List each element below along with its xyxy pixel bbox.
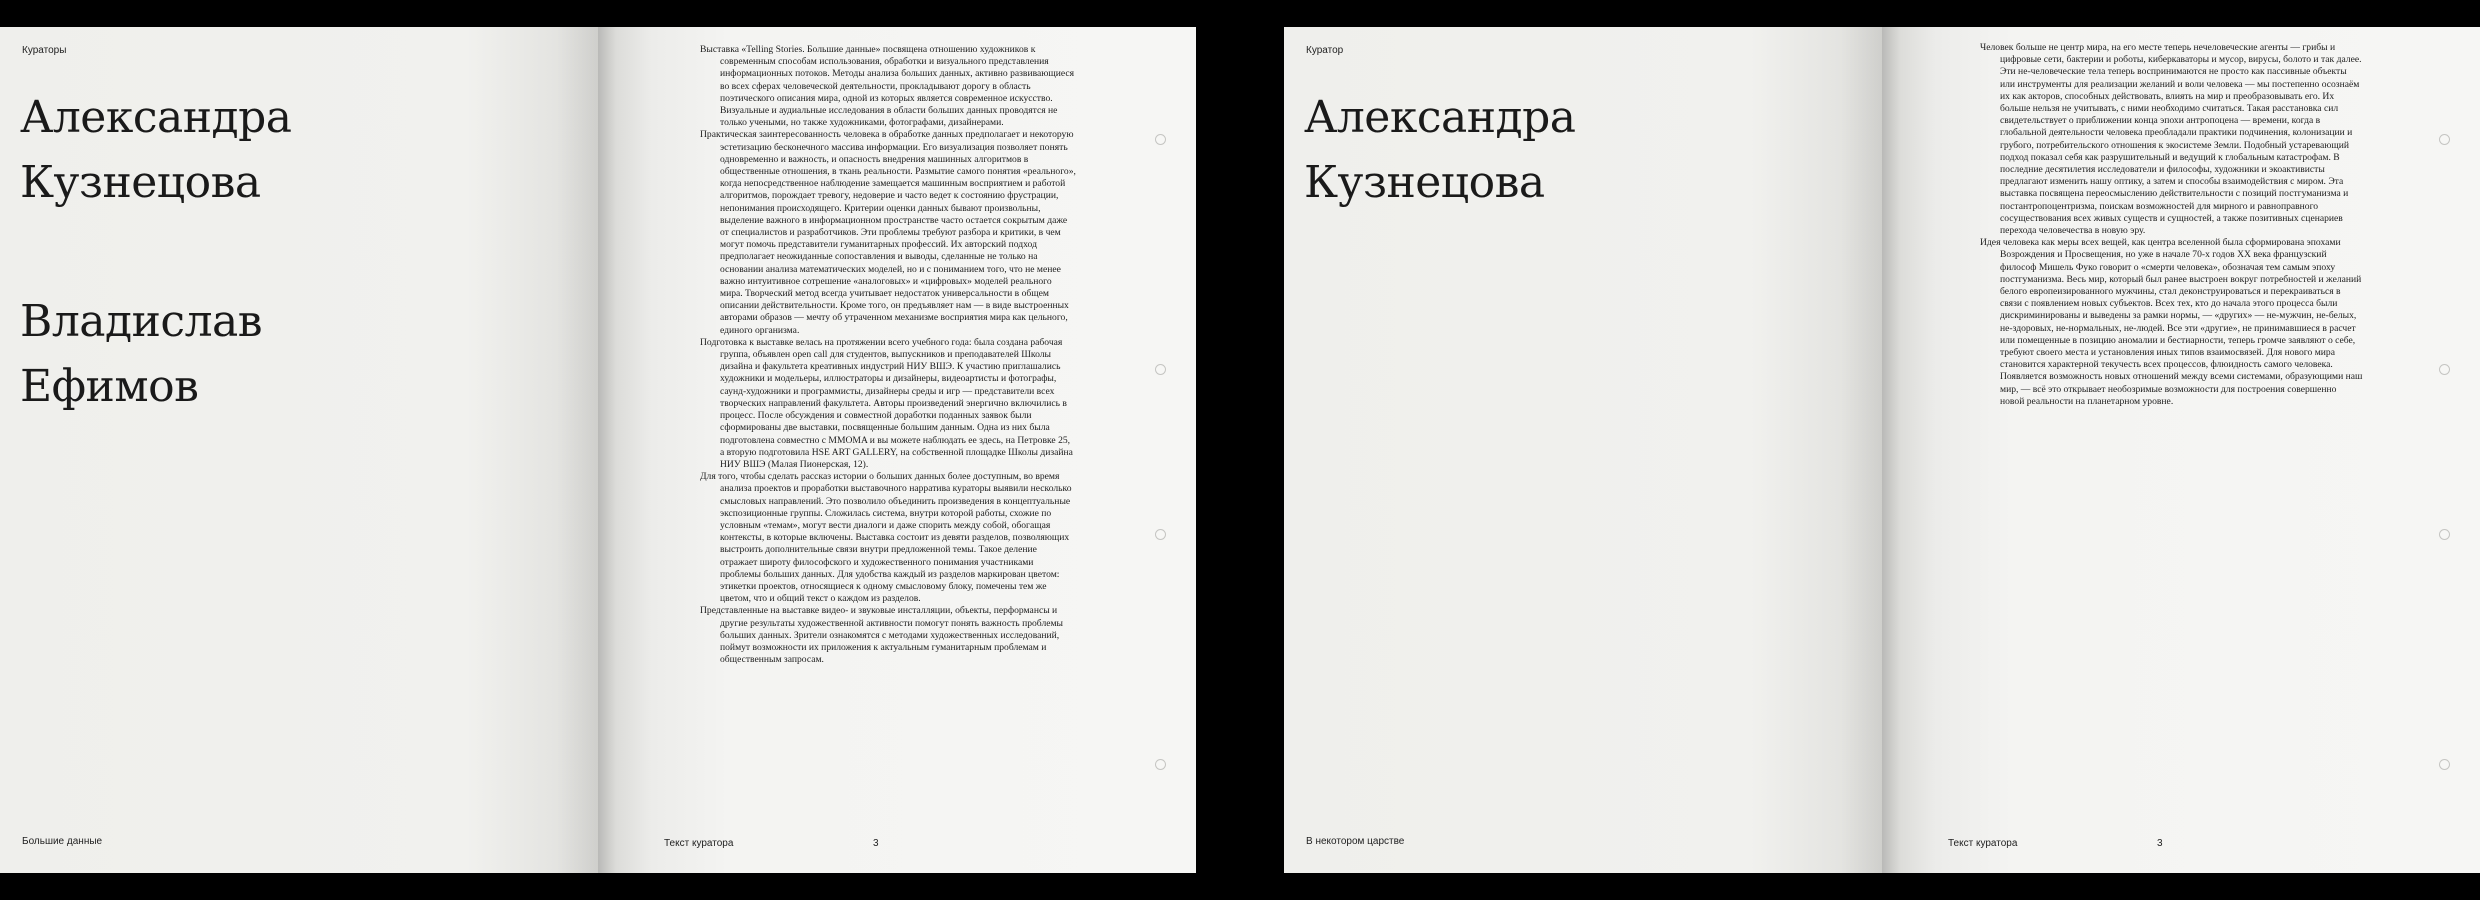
page-footer-section: Текст куратора <box>664 838 734 849</box>
page-footer-section: Текст куратора <box>1948 838 2018 849</box>
right-page <box>598 27 1196 873</box>
text-paragraph: Практическая заинтересованность человека в обработке данных предполагает и некоторую эстетизацию бесконечного массива информации. Его визуализация позволяет понять одновременно и важность, и опасность внедрения машинных алгоритмов в общественные отношения, в ткань реальности. Размытие самого понятия «реального», когда непосредственное наблюдение замещается машинным восприятием и работой алгоритмов, порождает тревогу, недоверие и часто ведет к состоянию фрустрации, непонимания происходящего. Критерии оценки данных бывают произвольны, выделение важного в информационном пространстве часто остается сокрытым даже от специалистов и разработчиков. Эти проблемы требуют разбора и критики, в чем могут помочь представители гуманитарных профессий. Их авторский подход предполагает неожиданные сопоставления и выводы, сделанные не только на основании анализа математических моделей, но и с пониманием того, что не менее важно интуитивное сотрешение «аналоговых» и «цифровых» моделей реального мира. Творческий метод всегда учитывает недостаток универсальности в общем описании действительности. Кроме того, он предъявляет нам — в виде выстроенных авторами образов — мечту об утраченном механизме восприятия мира как цельного, единого организма. <box>700 129 1076 336</box>
curator-first-name: Александра <box>1304 92 1576 143</box>
text-paragraph: Идея человека как меры всех вещей, как центра вселенной была сформирована эпохами Возрождения и Просвещения, но уже в начале 70-х годов XX века французский философ Мишель Фуко говорит о «смерти человека», обозначая тем самым эпоху постгуманизма. Весь мир, который был ранее выстроен вокруг потребностей и желаний белого европеизированного мужчины, стал деконструироваться и перекраиваться в связи с появлением новых субъектов. Всех тех, кто до начала этого процесса были дискриминированы и выведены за рамки нормы, — «других» — не-мужчин, не-белых, не-здоровых, не-нормальных, не-людей. Все эти «другие», не принимавшиеся в расчет или помещенные в позицию аномалии и бестиарности, теперь громче заявляют о себе, требуют своего места и установления иных типов взаимосвязей. Для нового мира становится характерной текучесть всех процессов, флюидность самого человека. Появляется возможность новых отношений между всеми системами, образующими наш мир, — всё это открывает необозримые возможности для построения совершенно новой реальности на планетарном уровне. <box>1980 237 2363 407</box>
curator-text <box>700 44 1076 666</box>
page-footer-title: Большие данные <box>22 836 103 847</box>
text-paragraph: Выставка «Telling Stories. Большие данные» посвящена отношению художников к современным способам использования, обработки и визуального представления информационных потоков. Методы анализа больших данных, активно развивающиеся во всех сферах человеческой деятельности, прокладывают дорогу в область поэтического описания мира, одной из которых является современное искусство. Визуальные и аудиальные исследования в области больших данных проводятся не только учеными, но также художниками, фотографами, дизайнерами. <box>700 44 1075 129</box>
binder-hole-icon <box>2439 134 2450 145</box>
curator-last-name: Ефимов <box>20 361 199 412</box>
curator-name <box>20 289 262 419</box>
text-paragraph: Представленные на выставке видео- и звуковые инсталляции, объекты, перформансы и другие результаты художественной активности помогут понять важность проблемы больших данных. Зрители ознакомятся с методами художественных исследований, поймут возможности их приложения к актуальным гуманитарным проблемам и общественным запросам. <box>700 605 1064 666</box>
right-page <box>1882 27 2480 873</box>
left-page <box>0 27 598 873</box>
binder-hole-icon <box>1155 529 1166 540</box>
binder-hole-icon <box>2439 529 2450 540</box>
binder-hole-icon <box>1155 364 1166 375</box>
page-footer-title: В некотором царстве <box>1306 836 1405 847</box>
book-spread <box>0 27 1196 873</box>
text-paragraph: Человек больше не центр мира, на его месте теперь нечеловеческие агенты — грибы и цифровые сети, бактерии и роботы, киберкаваторы и мусор, вирусы, болото и так далее. Эти не-человеческие тела теперь воспринимаются не просто как пассивные объекты или инструменты для реализации желаний и воли человека — мы постепенно осознаём их как акторов, способных действовать, влиять на мир и преобразовывать его. Их больше нельзя не учитывать, с ними необходимо считаться. Такая расстановка сил свидетельствует о приближении конца эпохи антропоцена — времени, когда в глобальной деятельности человека преобладали практики подчинения, колонизации и грубого, потребительского отношения к экосистеме Земли. Подобный устаревающий подход показал себя как разрушительный и ведущий к глобальным катастрофам. В последние десятилетия исследователи и философы, художники и экоактивисты предлагают изменить нашу оптику, а затем и способы взаимодействия с миром. Эта выставка посвящена переосмыслению действительности с позиций постгуманизма и постантропоцентризма, поискам возможностей для мирного и равноправного сосуществования всех живых существ и сущностей, а также позитивных сценариев перехода человечества в новую эру. <box>1980 42 2362 237</box>
binder-hole-icon <box>2439 364 2450 375</box>
curator-first-name: Владислав <box>20 296 263 347</box>
binder-hole-icon <box>1155 759 1166 770</box>
page-number: 3 <box>873 838 879 849</box>
curator-last-name: Кузнецова <box>1304 157 1545 208</box>
curator-first-name: Александра <box>20 92 292 143</box>
left-page <box>1284 27 1882 873</box>
page-number: 3 <box>2157 838 2163 849</box>
binder-hole-icon <box>2439 759 2450 770</box>
curator-last-name: Кузнецова <box>20 157 261 208</box>
binder-hole-icon <box>1155 134 1166 145</box>
text-paragraph: Подготовка к выставке велась на протяжении всего учебного года: была создана рабочая группа, объявлен open call для студентов, выпускников и преподавателей Школы дизайна и факультета креативных индустрий НИУ ВШЭ. К участию приглашались художники и модельеры, иллюстраторы и дизайнеры, видеоартисты и фотографы, саунд-художники и программисты, дизайнеры среды и игр — представители всех творческих направлений факультета. Авторы произведений энергично включились в процесс. После обсуждения и совместной доработки поданных заявок были сформированы две выставки, посвященные большим данным. Одна из них была подготовлена совместно с MMOMA и вы можете наблюдать ее здесь, на Петровке 25, а вторую подготовила HSE ART GALLERY, на собственной площадке Школы дизайна НИУ ВШЭ (Малая Пионерская, 12). <box>700 336 1073 470</box>
section-label: Куратор <box>1306 45 1344 56</box>
text-paragraph: Для того, чтобы сделать рассказ истории о больших данных более доступным, во время анализа проектов и проработки выставочного нарратива кураторы выявили несколько смысловых направлений. Это позволило объединить произведения в концептуальные экспозиционные группы. Сложилась система, внутри которой работы, схожие по условным «темам», могут вести диалоги и даже спорить между собой, обогащая контексты, в которые включены. Выставка состоит из девяти разделов, позволяющих выстроить дополнительные связи внутри предложенной темы. Такое деление отражает широту философского и художественного понимания участниками проблемы больших данных. Для удобства каждый из разделов маркирован цветом: этикетки проектов, относящиеся к одному смысловому блоку, помечены тем же цветом, что и общий текст о каждом из разделов. <box>700 471 1072 605</box>
section-label: Кураторы <box>22 45 67 56</box>
curator-name <box>1304 85 1576 215</box>
curator-text <box>1980 42 2363 408</box>
curator-name <box>20 85 292 215</box>
book-spread <box>1284 27 2480 873</box>
